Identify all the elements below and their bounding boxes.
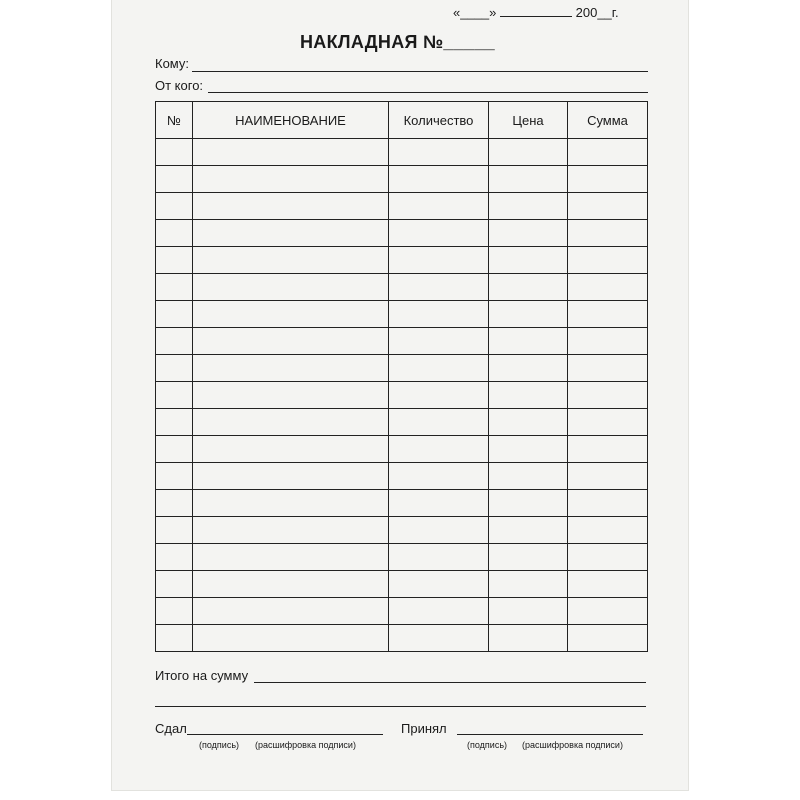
name-cell: [193, 328, 389, 355]
number-cell: [156, 139, 193, 166]
price-cell: [489, 463, 568, 490]
price-cell: [489, 328, 568, 355]
name-cell: [193, 490, 389, 517]
price-cell: [489, 598, 568, 625]
name-cell: [193, 301, 389, 328]
received-sign-caption: (подпись): [467, 740, 508, 750]
table-row: [156, 139, 648, 166]
name-cell: [193, 193, 389, 220]
quantity-cell: [389, 598, 489, 625]
quantity-cell: [389, 490, 489, 517]
price-cell: [489, 517, 568, 544]
total-line: [254, 682, 646, 683]
quantity-cell: [389, 301, 489, 328]
table-row: [156, 166, 648, 193]
sum-cell: [568, 328, 648, 355]
from-line: [208, 92, 648, 93]
table-body: [156, 139, 648, 652]
table-row: [156, 328, 648, 355]
price-cell: [489, 193, 568, 220]
price-cell: [489, 139, 568, 166]
name-cell: [193, 544, 389, 571]
name-cell: [193, 571, 389, 598]
name-cell: [193, 463, 389, 490]
table-row: [156, 463, 648, 490]
sum-cell: [568, 571, 648, 598]
name-cell: [193, 517, 389, 544]
sum-cell: [568, 247, 648, 274]
handed-sign-caption: (подпись): [199, 740, 240, 750]
column-header-sum: Сумма: [568, 102, 648, 139]
quantity-cell: [389, 139, 489, 166]
name-cell: [193, 139, 389, 166]
price-cell: [489, 625, 568, 652]
quantity-cell: [389, 409, 489, 436]
sum-cell: [568, 220, 648, 247]
table-row: [156, 193, 648, 220]
name-cell: [193, 625, 389, 652]
number-cell: [156, 328, 193, 355]
number-cell: [156, 517, 193, 544]
handed-label: Сдал: [155, 721, 187, 736]
table-row: [156, 571, 648, 598]
table-row: [156, 409, 648, 436]
quantity-cell: [389, 247, 489, 274]
name-cell: [193, 382, 389, 409]
table-row: [156, 544, 648, 571]
from-label: От кого:: [155, 78, 204, 93]
column-header-quantity: Количество: [389, 102, 489, 139]
table-row: [156, 247, 648, 274]
sum-cell: [568, 139, 648, 166]
total-label: Итого на сумму: [155, 668, 249, 683]
name-cell: [193, 166, 389, 193]
sum-cell: [568, 517, 648, 544]
column-header-number: №: [156, 102, 193, 139]
number-cell: [156, 247, 193, 274]
price-cell: [489, 355, 568, 382]
quantity-cell: [389, 274, 489, 301]
number-cell: [156, 355, 193, 382]
price-cell: [489, 436, 568, 463]
received-signature-line: [457, 734, 643, 735]
sum-cell: [568, 382, 648, 409]
sum-cell: [568, 355, 648, 382]
number-cell: [156, 490, 193, 517]
number-cell: [156, 463, 193, 490]
quantity-cell: [389, 220, 489, 247]
number-cell: [156, 625, 193, 652]
number-cell: [156, 220, 193, 247]
sum-cell: [568, 490, 648, 517]
table-row: [156, 301, 648, 328]
name-cell: [193, 436, 389, 463]
quantity-cell: [389, 625, 489, 652]
number-cell: [156, 571, 193, 598]
table-row: [156, 625, 648, 652]
sum-cell: [568, 544, 648, 571]
table-header-row: [156, 102, 648, 139]
price-cell: [489, 382, 568, 409]
price-cell: [489, 274, 568, 301]
sum-cell: [568, 193, 648, 220]
table-row: [156, 220, 648, 247]
quantity-cell: [389, 517, 489, 544]
handed-signature-line: [187, 734, 383, 735]
quantity-cell: [389, 544, 489, 571]
sum-cell: [568, 301, 648, 328]
number-cell: [156, 301, 193, 328]
column-header-name: НАИМЕНОВАНИЕ: [193, 102, 389, 139]
number-cell: [156, 544, 193, 571]
quantity-cell: [389, 382, 489, 409]
number-cell: [156, 409, 193, 436]
name-cell: [193, 247, 389, 274]
sum-cell: [568, 274, 648, 301]
total-line-2: [155, 706, 646, 707]
number-cell: [156, 382, 193, 409]
handed-decode-caption: (расшифровка подписи): [255, 740, 356, 750]
sum-cell: [568, 463, 648, 490]
quantity-cell: [389, 328, 489, 355]
quantity-cell: [389, 166, 489, 193]
price-cell: [489, 490, 568, 517]
quantity-cell: [389, 436, 489, 463]
price-cell: [489, 544, 568, 571]
date-day-field: «____»: [453, 5, 497, 20]
to-label: Кому:: [155, 56, 189, 71]
table-row: [156, 355, 648, 382]
quantity-cell: [389, 193, 489, 220]
number-cell: [156, 166, 193, 193]
table-row: [156, 382, 648, 409]
page-title: НАКЛАДНАЯ №_____: [300, 32, 495, 52]
table-row: [156, 517, 648, 544]
price-cell: [489, 166, 568, 193]
to-line: [192, 71, 648, 72]
name-cell: [193, 409, 389, 436]
quantity-cell: [389, 463, 489, 490]
price-cell: [489, 409, 568, 436]
date-line: [453, 5, 619, 20]
price-cell: [489, 247, 568, 274]
column-header-price: Цена: [489, 102, 568, 139]
date-year-field: 200__г.: [575, 5, 619, 20]
price-cell: [489, 220, 568, 247]
name-cell: [193, 355, 389, 382]
sum-cell: [568, 436, 648, 463]
number-cell: [156, 274, 193, 301]
sum-cell: [568, 598, 648, 625]
table-row: [156, 436, 648, 463]
number-cell: [156, 436, 193, 463]
number-cell: [156, 598, 193, 625]
name-cell: [193, 598, 389, 625]
quantity-cell: [389, 355, 489, 382]
goods-table: [155, 101, 648, 652]
number-cell: [156, 193, 193, 220]
table-row: [156, 598, 648, 625]
sum-cell: [568, 625, 648, 652]
name-cell: [193, 274, 389, 301]
received-label: Принял: [401, 721, 447, 736]
quantity-cell: [389, 571, 489, 598]
sum-cell: [568, 409, 648, 436]
price-cell: [489, 301, 568, 328]
sum-cell: [568, 166, 648, 193]
table-row: [156, 490, 648, 517]
name-cell: [193, 220, 389, 247]
price-cell: [489, 571, 568, 598]
table-row: [156, 274, 648, 301]
received-decode-caption: (расшифровка подписи): [522, 740, 623, 750]
